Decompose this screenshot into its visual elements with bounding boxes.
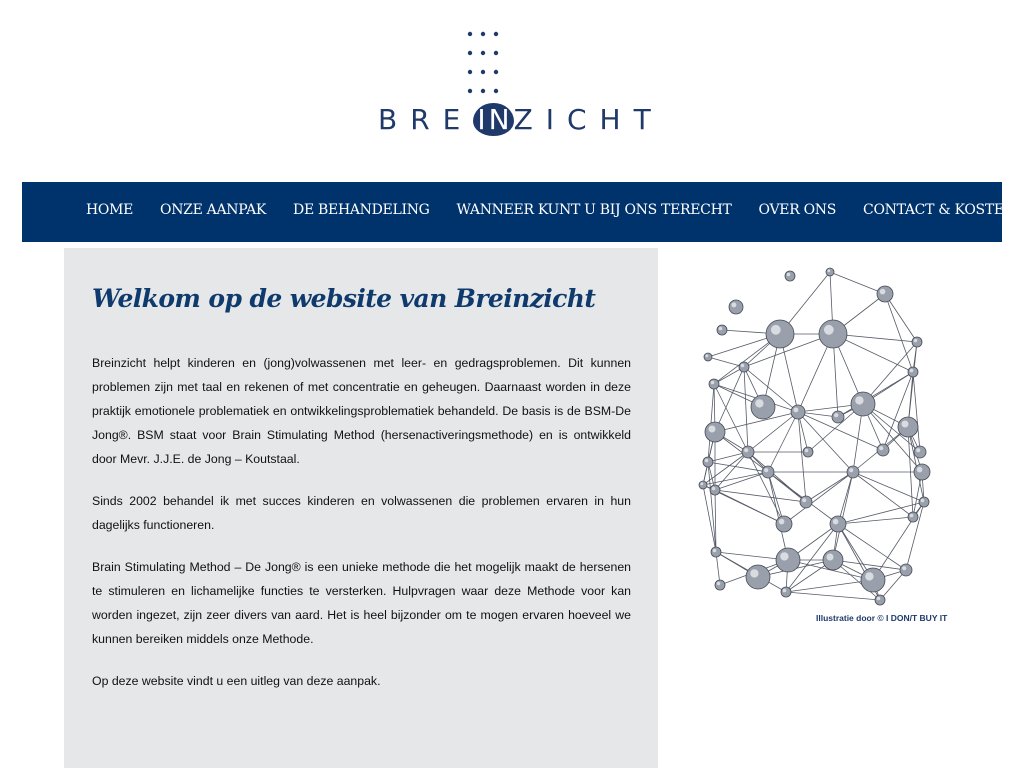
logo-text-bre: BRE	[378, 103, 474, 136]
nav-item-contact-kosten[interactable]: CONTACT & KOSTEN	[863, 202, 1016, 218]
main-nav	[22, 182, 1016, 242]
site-header	[0, 0, 1024, 182]
logo-wordmark[interactable]	[378, 103, 664, 136]
nav-item-wanneer[interactable]: WANNEER KUNT U BIJ ONS TERECHT	[456, 202, 732, 218]
nav-item-onze-aanpak[interactable]: ONZE AANPAK	[160, 202, 267, 218]
paragraph-1: Breinzicht helpt kinderen en (jong)volwassenen met leer- en gedragsproblemen. Dit kunnen problemen zijn met taal en rekenen of met concentratie en geheugen. Daarnaast worden in deze praktijk emotionele problematiek en ontwikkelingsproblematiek behandeld. De basis is de BSM-De Jong®. BSM staat voor Brain Stimulating Method (hersenactiveringsmethode) en is ontwikkeld door Mevr. J.J.E. de Jong – Koutstaal.	[92, 356, 631, 466]
paragraph-4: Op deze website vindt u een uitleg van deze aanpak.	[92, 674, 381, 688]
nav-item-de-behandeling[interactable]: DE BEHANDELING	[293, 202, 430, 218]
logo-text-in: IN	[473, 103, 513, 136]
intro-text	[92, 351, 631, 711]
nav-item-over-ons[interactable]: OVER ONS	[758, 202, 837, 218]
paragraph-2: Sinds 2002 behandel ik met succes kinderen en volwassenen die problemen ervaren in hun dagelijks functioneren.	[92, 494, 631, 532]
page-title: Welkom op de website van Breinzicht	[92, 284, 596, 313]
content-panel	[64, 248, 658, 768]
nav-item-home[interactable]: HOME	[86, 202, 134, 218]
logo-text-zicht: ZICHT	[513, 103, 664, 136]
network-illustration-icon	[688, 262, 938, 607]
illustration-credit: Illustratie door © I DON/T BUY IT	[816, 613, 948, 623]
paragraph-3: Brain Stimulating Method – De Jong® is een unieke methode die het mogelijk maakt de hersenen te stimuleren en lichamelijke functies te versterken. Hulpvragen waar deze Methode voor kan worden ingezet, zijn zeer divers van aard. Het is heel bijzonder om te mogen ervaren hoeveel we kunnen bereiken middels onze Methode.	[92, 560, 631, 646]
logo-dots-icon	[370, 26, 650, 106]
